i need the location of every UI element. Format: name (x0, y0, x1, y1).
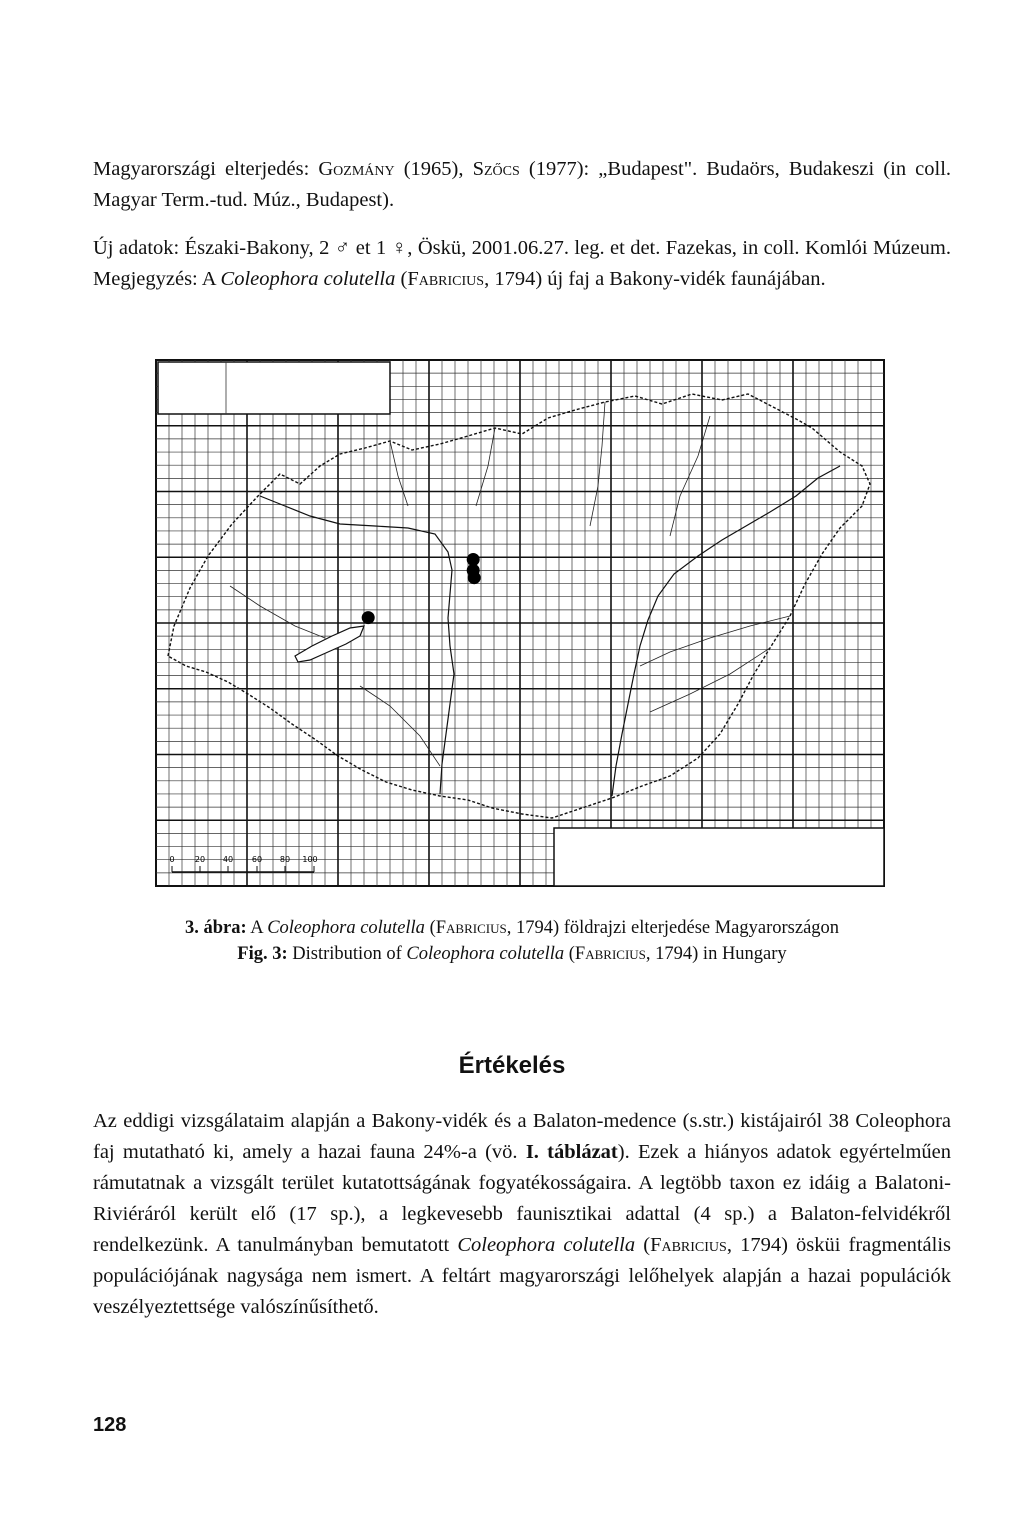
figure-caption-en: Fig. 3: Distribution of Coleophora colutella (Fabricius, 1794) in Hungary (237, 944, 787, 964)
author-name: Fabricius (650, 1234, 727, 1256)
author-name: Szőcs (472, 158, 520, 180)
map-inset-top-left (158, 362, 390, 414)
section-heading: Értékelés (458, 1052, 566, 1079)
record-point (468, 571, 481, 584)
species-name: Coleophora colutella (220, 268, 396, 290)
figure-caption-hu: 3. ábra: A Coleophora colutella (Fabricius, 1794) földrajzi elterjedése Magyarországon (184, 918, 840, 938)
species-name: Coleophora colutella (457, 1234, 636, 1256)
distribution-paragraph: Magyarországi elterjedés: Gozmány (1965), Szőcs (1977): „Budapest". Budaörs, Budakeszi (in coll. Magyar Term.-tud. Múz., Budapest). (93, 158, 952, 211)
distribution-map (150, 356, 890, 890)
species-name: Coleophora colutella (406, 944, 565, 964)
scale-label: 40 (222, 855, 234, 864)
scale-label: 100 (302, 855, 318, 864)
author-name: Fabricius (574, 944, 646, 964)
species-name: Coleophora colutella (267, 918, 425, 938)
author-name: Fabricius (435, 918, 507, 938)
scale-label: 20 (194, 855, 206, 864)
author-name: Gozmány (318, 158, 395, 180)
author-name: Fabricius (407, 268, 485, 290)
scale-label: 0 (169, 855, 175, 864)
page-number: 128 (93, 1414, 127, 1436)
scale-label: 80 (279, 855, 291, 864)
scale-label: 60 (251, 855, 263, 864)
record-point (362, 611, 375, 624)
new-data-paragraph: Új adatok: Északi-Bakony, 2 ♂ et 1 ♀, Öskü, 2001.06.27. leg. et det. Fazekas, in coll. Komlói Múzeum. Megjegyzés: A Coleophora colutella (Fabricius, 1794) új faj a Bakony-vidék faunájában. (93, 237, 951, 290)
table-reference: I. táblázat (525, 1141, 618, 1163)
map-inset-bottom-right (554, 828, 884, 886)
evaluation-paragraph: Az eddigi vizsgálataim alapján a Bakony-vidék és a Balaton-medence (s.str.) kistájairól 38 Coleophora faj mutatható ki, amely a hazai fauna 24%-a (vö. I. táblázat). Ezek a hiányos adatok egyértelműen rámutatnak a vizsgált terület kutatottságának fogyatékosságaira. A legtöbb taxon ez idáig a Balatoni-Riviéráról került elő (17 sp.), a legkevesebb faunisztikai adattal (4 sp.) a Balaton-felvidékről rendelkezünk. A tanulmányban bemutatott Coleophora colutella (Fabricius, 1794) ösküi fragmentális populációjának nagysága nem ismert. A feltárt magyarországi lelőhelyek alapján a hazai populációk veszélyeztettsége valószínűsíthető. (93, 1110, 951, 1318)
